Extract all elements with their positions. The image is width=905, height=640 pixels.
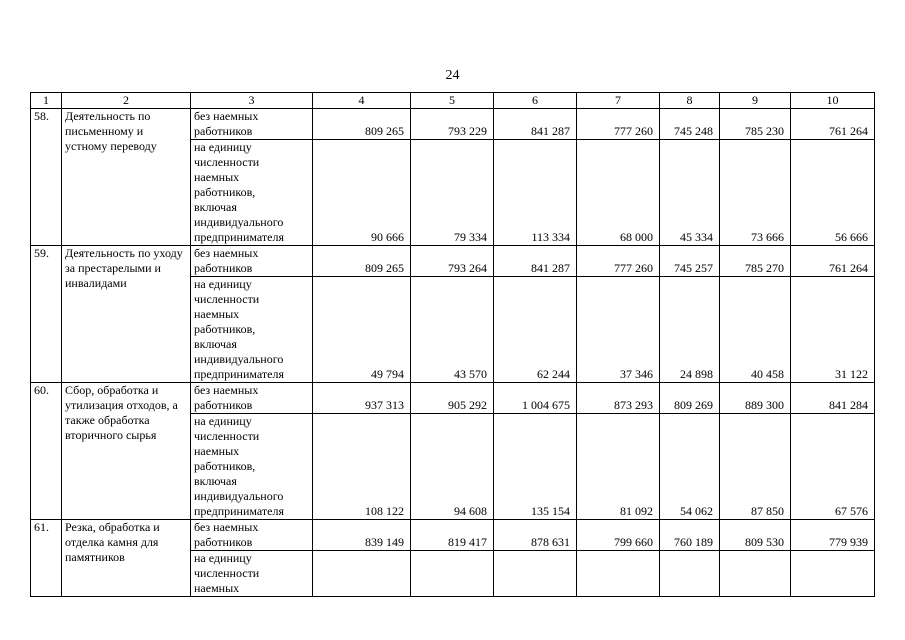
value-cell: 809 269	[660, 383, 720, 414]
row-condition: без наемных работников	[191, 383, 313, 414]
page-number: 24	[445, 68, 460, 83]
tariff-table	[30, 92, 875, 597]
row-condition: на единицу численности наемных работников, включая индивидуального предпринимателя	[191, 140, 313, 246]
value-cell: 67 576	[791, 414, 875, 520]
value-cell: 68 000	[577, 140, 660, 246]
activity-name: Сбор, обработка и утилизация отходов, а также обработка вторичного сырья	[62, 383, 191, 520]
value-cell: 793 229	[411, 109, 494, 140]
value-cell	[577, 551, 660, 597]
table-row	[31, 520, 875, 551]
column-header: 7	[577, 93, 660, 109]
value-cell: 785 270	[720, 246, 791, 277]
value-cell: 94 608	[411, 414, 494, 520]
row-condition: без наемных работников	[191, 246, 313, 277]
row-condition: на единицу численности наемных	[191, 551, 313, 597]
table-row	[31, 383, 875, 414]
value-cell: 793 264	[411, 246, 494, 277]
row-index: 59.	[31, 246, 62, 383]
value-cell: 108 122	[313, 414, 411, 520]
value-cell: 937 313	[313, 383, 411, 414]
value-cell	[720, 551, 791, 597]
value-cell: 62 244	[494, 277, 577, 383]
value-cell: 45 334	[660, 140, 720, 246]
value-cell: 31 122	[791, 277, 875, 383]
value-cell: 40 458	[720, 277, 791, 383]
value-cell: 73 666	[720, 140, 791, 246]
value-cell: 841 284	[791, 383, 875, 414]
row-condition: на единицу численности наемных работников, включая индивидуального предпринимателя	[191, 414, 313, 520]
activity-name: Резка, обработка и отделка камня для памятников	[62, 520, 191, 597]
column-header: 2	[62, 93, 191, 109]
value-cell: 54 062	[660, 414, 720, 520]
value-cell: 779 939	[791, 520, 875, 551]
value-cell: 777 260	[577, 246, 660, 277]
value-cell: 745 248	[660, 109, 720, 140]
value-cell: 87 850	[720, 414, 791, 520]
column-number-row	[31, 93, 875, 109]
value-cell: 839 149	[313, 520, 411, 551]
column-header: 1	[31, 93, 62, 109]
column-header: 10	[791, 93, 875, 109]
value-cell: 760 189	[660, 520, 720, 551]
row-condition: без наемных работников	[191, 520, 313, 551]
row-index: 61.	[31, 520, 62, 597]
value-cell: 37 346	[577, 277, 660, 383]
row-index: 60.	[31, 383, 62, 520]
activity-name: Деятельность по уходу за престарелыми и инвалидами	[62, 246, 191, 383]
value-cell: 135 154	[494, 414, 577, 520]
table-row	[31, 109, 875, 140]
value-cell: 49 794	[313, 277, 411, 383]
column-header: 6	[494, 93, 577, 109]
value-cell: 819 417	[411, 520, 494, 551]
value-cell	[791, 551, 875, 597]
value-cell: 889 300	[720, 383, 791, 414]
value-cell: 841 287	[494, 109, 577, 140]
value-cell: 113 334	[494, 140, 577, 246]
value-cell	[313, 551, 411, 597]
row-condition: на единицу численности наемных работников, включая индивидуального предпринимателя	[191, 277, 313, 383]
value-cell: 761 264	[791, 109, 875, 140]
value-cell: 841 287	[494, 246, 577, 277]
value-cell: 809 265	[313, 109, 411, 140]
value-cell: 24 898	[660, 277, 720, 383]
column-header: 4	[313, 93, 411, 109]
table-row	[31, 246, 875, 277]
activity-name: Деятельность по письменному и устному переводу	[62, 109, 191, 246]
value-cell: 43 570	[411, 277, 494, 383]
column-header: 8	[660, 93, 720, 109]
value-cell	[494, 551, 577, 597]
value-cell: 761 264	[791, 246, 875, 277]
value-cell: 745 257	[660, 246, 720, 277]
value-cell: 809 265	[313, 246, 411, 277]
value-cell: 1 004 675	[494, 383, 577, 414]
row-condition: без наемных работников	[191, 109, 313, 140]
value-cell: 905 292	[411, 383, 494, 414]
value-cell: 90 666	[313, 140, 411, 246]
value-cell: 809 530	[720, 520, 791, 551]
value-cell: 56 666	[791, 140, 875, 246]
value-cell: 799 660	[577, 520, 660, 551]
column-header: 3	[191, 93, 313, 109]
value-cell: 873 293	[577, 383, 660, 414]
value-cell: 79 334	[411, 140, 494, 246]
row-index: 58.	[31, 109, 62, 246]
value-cell: 785 230	[720, 109, 791, 140]
column-header: 5	[411, 93, 494, 109]
value-cell	[660, 551, 720, 597]
value-cell: 777 260	[577, 109, 660, 140]
value-cell	[411, 551, 494, 597]
value-cell: 878 631	[494, 520, 577, 551]
column-header: 9	[720, 93, 791, 109]
value-cell: 81 092	[577, 414, 660, 520]
